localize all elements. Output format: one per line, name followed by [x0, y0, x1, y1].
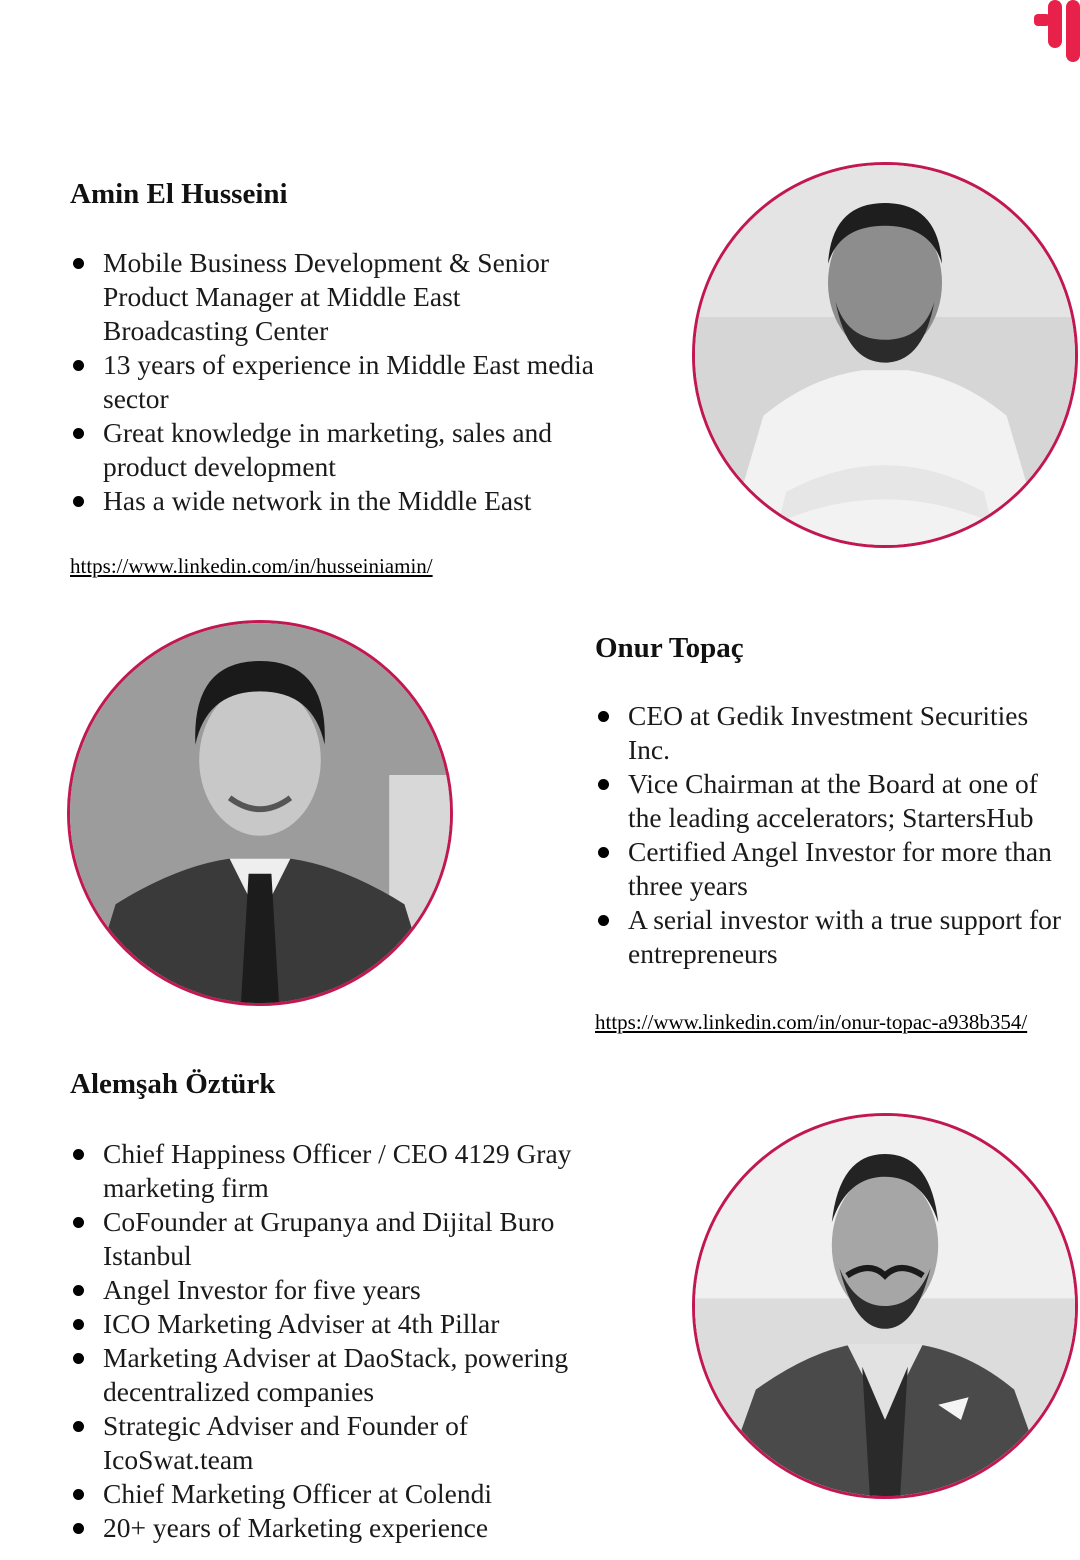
list-item: ICO Marketing Adviser at 4th Pillar [70, 1307, 610, 1341]
list-item: A serial investor with a true support for entrepreneurs [595, 903, 1075, 971]
list-item: Vice Chairman at the Board at one of the leading accelerators; StartersHub [595, 767, 1075, 835]
person-name: Amin El Husseini [70, 178, 288, 210]
list-item: Has a wide network in the Middle East [70, 484, 610, 518]
list-item: Marketing Adviser at DaoStack, powering decentralized companies [70, 1341, 610, 1409]
brand-logo-icon [1034, 0, 1080, 62]
bullet-list [70, 246, 610, 518]
linkedin-link[interactable]: https://www.linkedin.com/in/husseiniamin/ [70, 554, 433, 578]
portrait-photo-icon [67, 620, 453, 1006]
person-name: Onur Topaç [595, 632, 744, 664]
list-item: Strategic Adviser and Founder of IcoSwat.team [70, 1409, 610, 1477]
list-item: CEO at Gedik Investment Securities Inc. [595, 699, 1075, 767]
linkedin-link[interactable]: https://www.linkedin.com/in/onur-topac-a938b354/ [595, 1010, 1028, 1034]
bullet-list [70, 1137, 610, 1545]
portrait-photo-icon [692, 162, 1078, 548]
bullet-list [595, 699, 1075, 971]
list-item: Chief Happiness Officer / CEO 4129 Gray marketing firm [70, 1137, 610, 1205]
list-item: CoFounder at Grupanya and Dijital Buro Istanbul [70, 1205, 610, 1273]
list-item: Mobile Business Development & Senior Product Manager at Middle East Broadcasting Center [70, 246, 610, 348]
person-name: Alemşah Öztürk [70, 1068, 276, 1100]
list-item: Certified Angel Investor for more than three years [595, 835, 1075, 903]
portrait-photo-icon [692, 1113, 1078, 1499]
list-item: Angel Investor for five years [70, 1273, 610, 1307]
list-item: 13 years of experience in Middle East media sector [70, 348, 610, 416]
list-item: Great knowledge in marketing, sales and product development [70, 416, 610, 484]
list-item: Chief Marketing Officer at Colendi [70, 1477, 610, 1511]
list-item: 20+ years of Marketing experience [70, 1511, 610, 1545]
